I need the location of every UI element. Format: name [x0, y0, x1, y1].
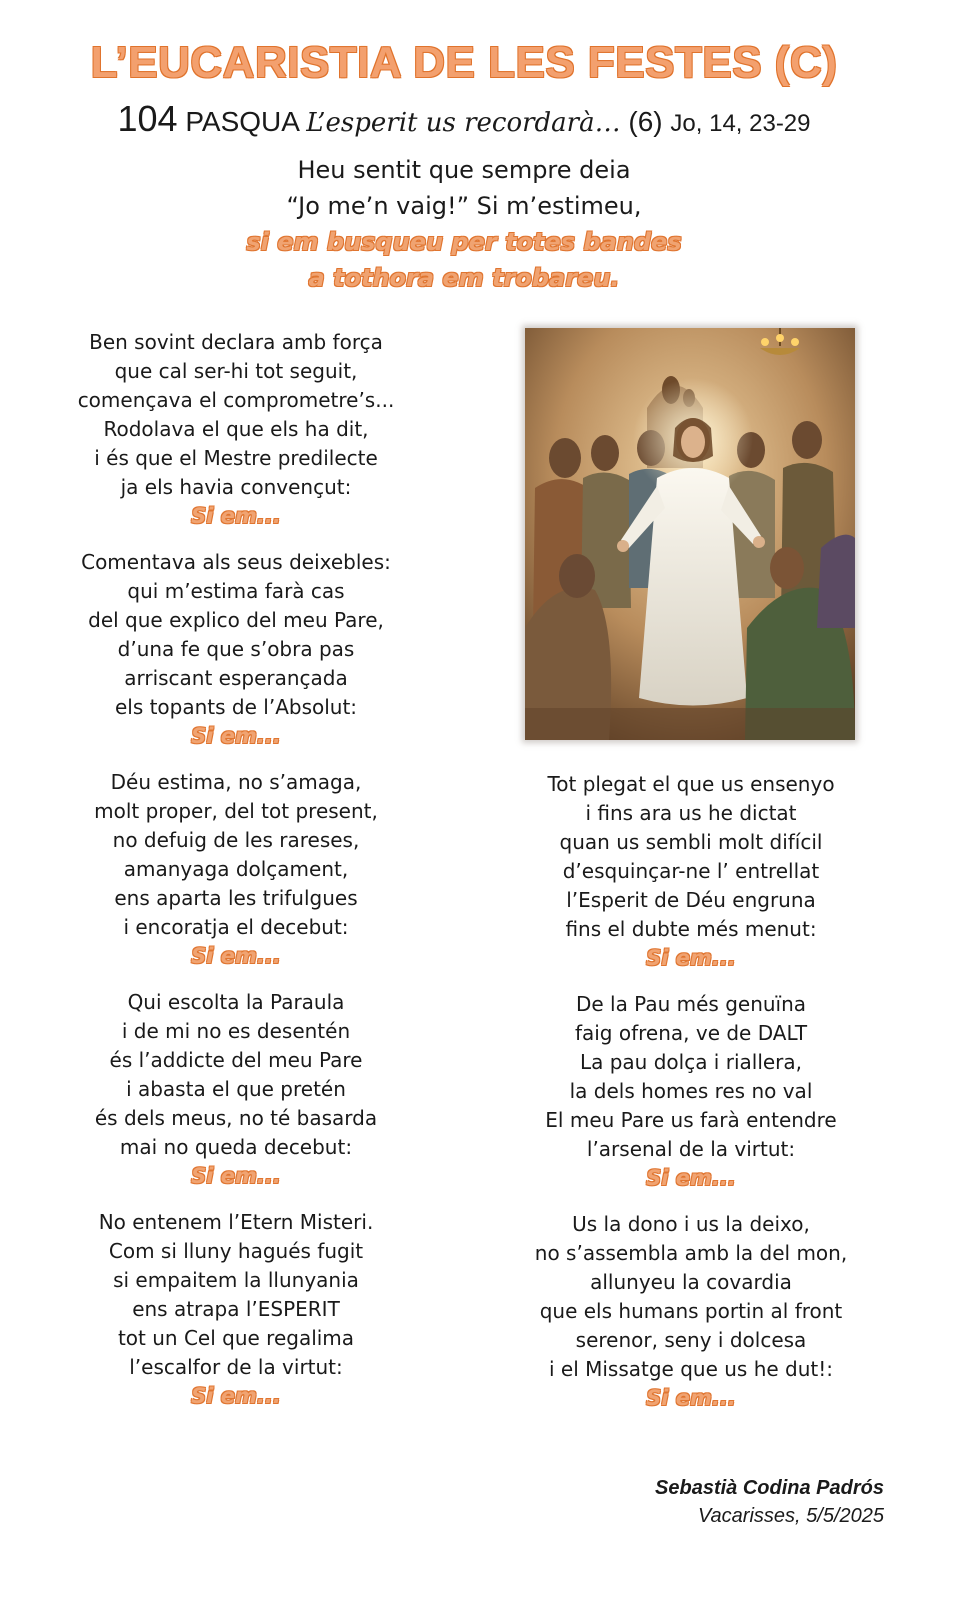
stanza-right-2 — [505, 990, 877, 1193]
verse-line: és dels meus, no té basarda — [94, 1106, 378, 1130]
verse-line: i fins ara us he dictat — [585, 801, 797, 825]
verse-line: començava el comprometre’s... — [77, 388, 395, 412]
place-date: Vacarisses, 5/5/2025 — [697, 1505, 884, 1527]
verse-line: si empaitem la llunyania — [113, 1268, 359, 1292]
verse-line: és l’addicte del meu Pare — [109, 1048, 363, 1072]
verse-line: allunyeu la covardia — [590, 1270, 792, 1294]
refrain: Si em... — [646, 1386, 736, 1410]
intro-refrain — [0, 152, 928, 296]
verse-line: la dels homes res no val — [569, 1079, 813, 1103]
verse-line: La pau dolça i riallera, — [579, 1050, 803, 1074]
verse-line: quan us sembli molt difícil — [559, 830, 823, 854]
verse-line: faig ofrena, ve de DALT — [574, 1021, 808, 1045]
verse-line: l’escalfor de la virtut: — [129, 1355, 343, 1379]
verse-line: els topants de l’Absolut: — [114, 695, 358, 719]
verse-line: Us la dono i us la deixo, — [572, 1212, 810, 1236]
verse-line: Déu estima, no s’amaga, — [110, 770, 362, 794]
verse-line: No entenem l’Etern Misteri. — [98, 1210, 374, 1234]
verse-line: l’Esperit de Déu engruna — [566, 888, 816, 912]
gospel-reference: Jo, 14, 23-29 — [670, 110, 811, 137]
verse-line: que cal ser-hi tot seguit, — [114, 359, 358, 383]
author-name: Sebastià Codina Padrós — [655, 1477, 884, 1499]
verse-line: i el Missatge que us he dut!: — [548, 1357, 834, 1381]
verse-line: molt proper, del tot present, — [94, 799, 378, 823]
verse-line: tot un Cel que regalima — [117, 1326, 355, 1350]
refrain: Si em... — [191, 504, 281, 528]
refrain: Si em... — [191, 1384, 281, 1408]
refrain: Si em... — [191, 944, 281, 968]
verse-line: Com si lluny hagués fugit — [108, 1239, 364, 1263]
verse-line: De la Pau més genuïna — [575, 992, 807, 1016]
intro-line: “Jo me’n vaig!” Si m’estimeu, — [286, 192, 642, 220]
verse-line: El meu Pare us farà entendre — [545, 1108, 837, 1132]
intro-highlight-line: si em busqueu per totes bandes — [246, 228, 682, 256]
verse-line: Ben sovint declara amb força — [89, 330, 383, 354]
verse-line: i encoratja el decebut: — [123, 915, 349, 939]
verse-line: no s’assembla amb la del mon, — [534, 1241, 848, 1265]
subtitle — [0, 98, 928, 140]
refrain: Si em... — [646, 1166, 736, 1190]
verse-line: serenor, seny i dolcesa — [575, 1328, 807, 1352]
signature — [655, 1474, 884, 1530]
refrain: Si em... — [191, 724, 281, 748]
verse-line: l’arsenal de la virtut: — [586, 1137, 796, 1161]
verse-line: ens atrapa l’ESPERIT — [132, 1297, 340, 1321]
verse-line: ens aparta les trifulgues — [114, 886, 358, 910]
verse-line: ja els havia convençut: — [120, 475, 352, 499]
verse-line: d’una fe que s’obra pas — [117, 637, 355, 661]
stanza-left-2 — [50, 548, 422, 751]
verse-line: arriscant esperançada — [124, 666, 348, 690]
verse-line: amanyaga dolçament, — [123, 857, 349, 881]
refrain: Si em... — [191, 1164, 281, 1188]
theme-phrase: L’esperit us recordarà… — [306, 108, 621, 138]
stanza-left-4 — [50, 988, 422, 1191]
verse-line: Qui escolta la Paraula — [127, 990, 345, 1014]
stanza-right-1 — [505, 770, 877, 973]
verse-line: que els humans portin al front — [539, 1299, 843, 1323]
verse-line: Rodolava el que els ha dit, — [103, 417, 369, 441]
verse-line: i abasta el que pretén — [126, 1077, 346, 1101]
refrain: Si em... — [646, 946, 736, 970]
verse-line: no defuig de les rareses, — [112, 828, 360, 852]
page-title: L’EUCARISTIA DE LES FESTES (C) — [90, 38, 838, 87]
verse-line: d’esquinçar-ne l’ entrellat — [562, 859, 820, 883]
intro-line: Heu sentit que sempre deia — [297, 156, 631, 184]
stanza-left-5 — [50, 1208, 422, 1411]
verse-line: del que explico del meu Pare, — [88, 608, 384, 632]
celebration-number: 104 — [117, 98, 178, 139]
stanza-right-3 — [505, 1210, 877, 1413]
feast-name: PASQUA — [185, 106, 299, 137]
verse-line: i de mi no es desentén — [121, 1019, 351, 1043]
stanza-left-1 — [50, 328, 422, 531]
verse-line: i és que el Mestre predilecte — [94, 446, 378, 470]
verse-line: qui m’estima farà cas — [127, 579, 345, 603]
verse-line: Tot plegat el que us ensenyo — [547, 772, 835, 796]
jesus-with-disciples-illustration — [525, 328, 855, 740]
sequence-number: (6) — [628, 106, 663, 137]
intro-highlight-line: a tothora em trobareu. — [308, 264, 620, 292]
verse-line: mai no queda decebut: — [119, 1135, 353, 1159]
stanza-left-3 — [50, 768, 422, 971]
verse-line: Comentava als seus deixebles: — [81, 550, 391, 574]
verse-line: fins el dubte més menut: — [565, 917, 817, 941]
